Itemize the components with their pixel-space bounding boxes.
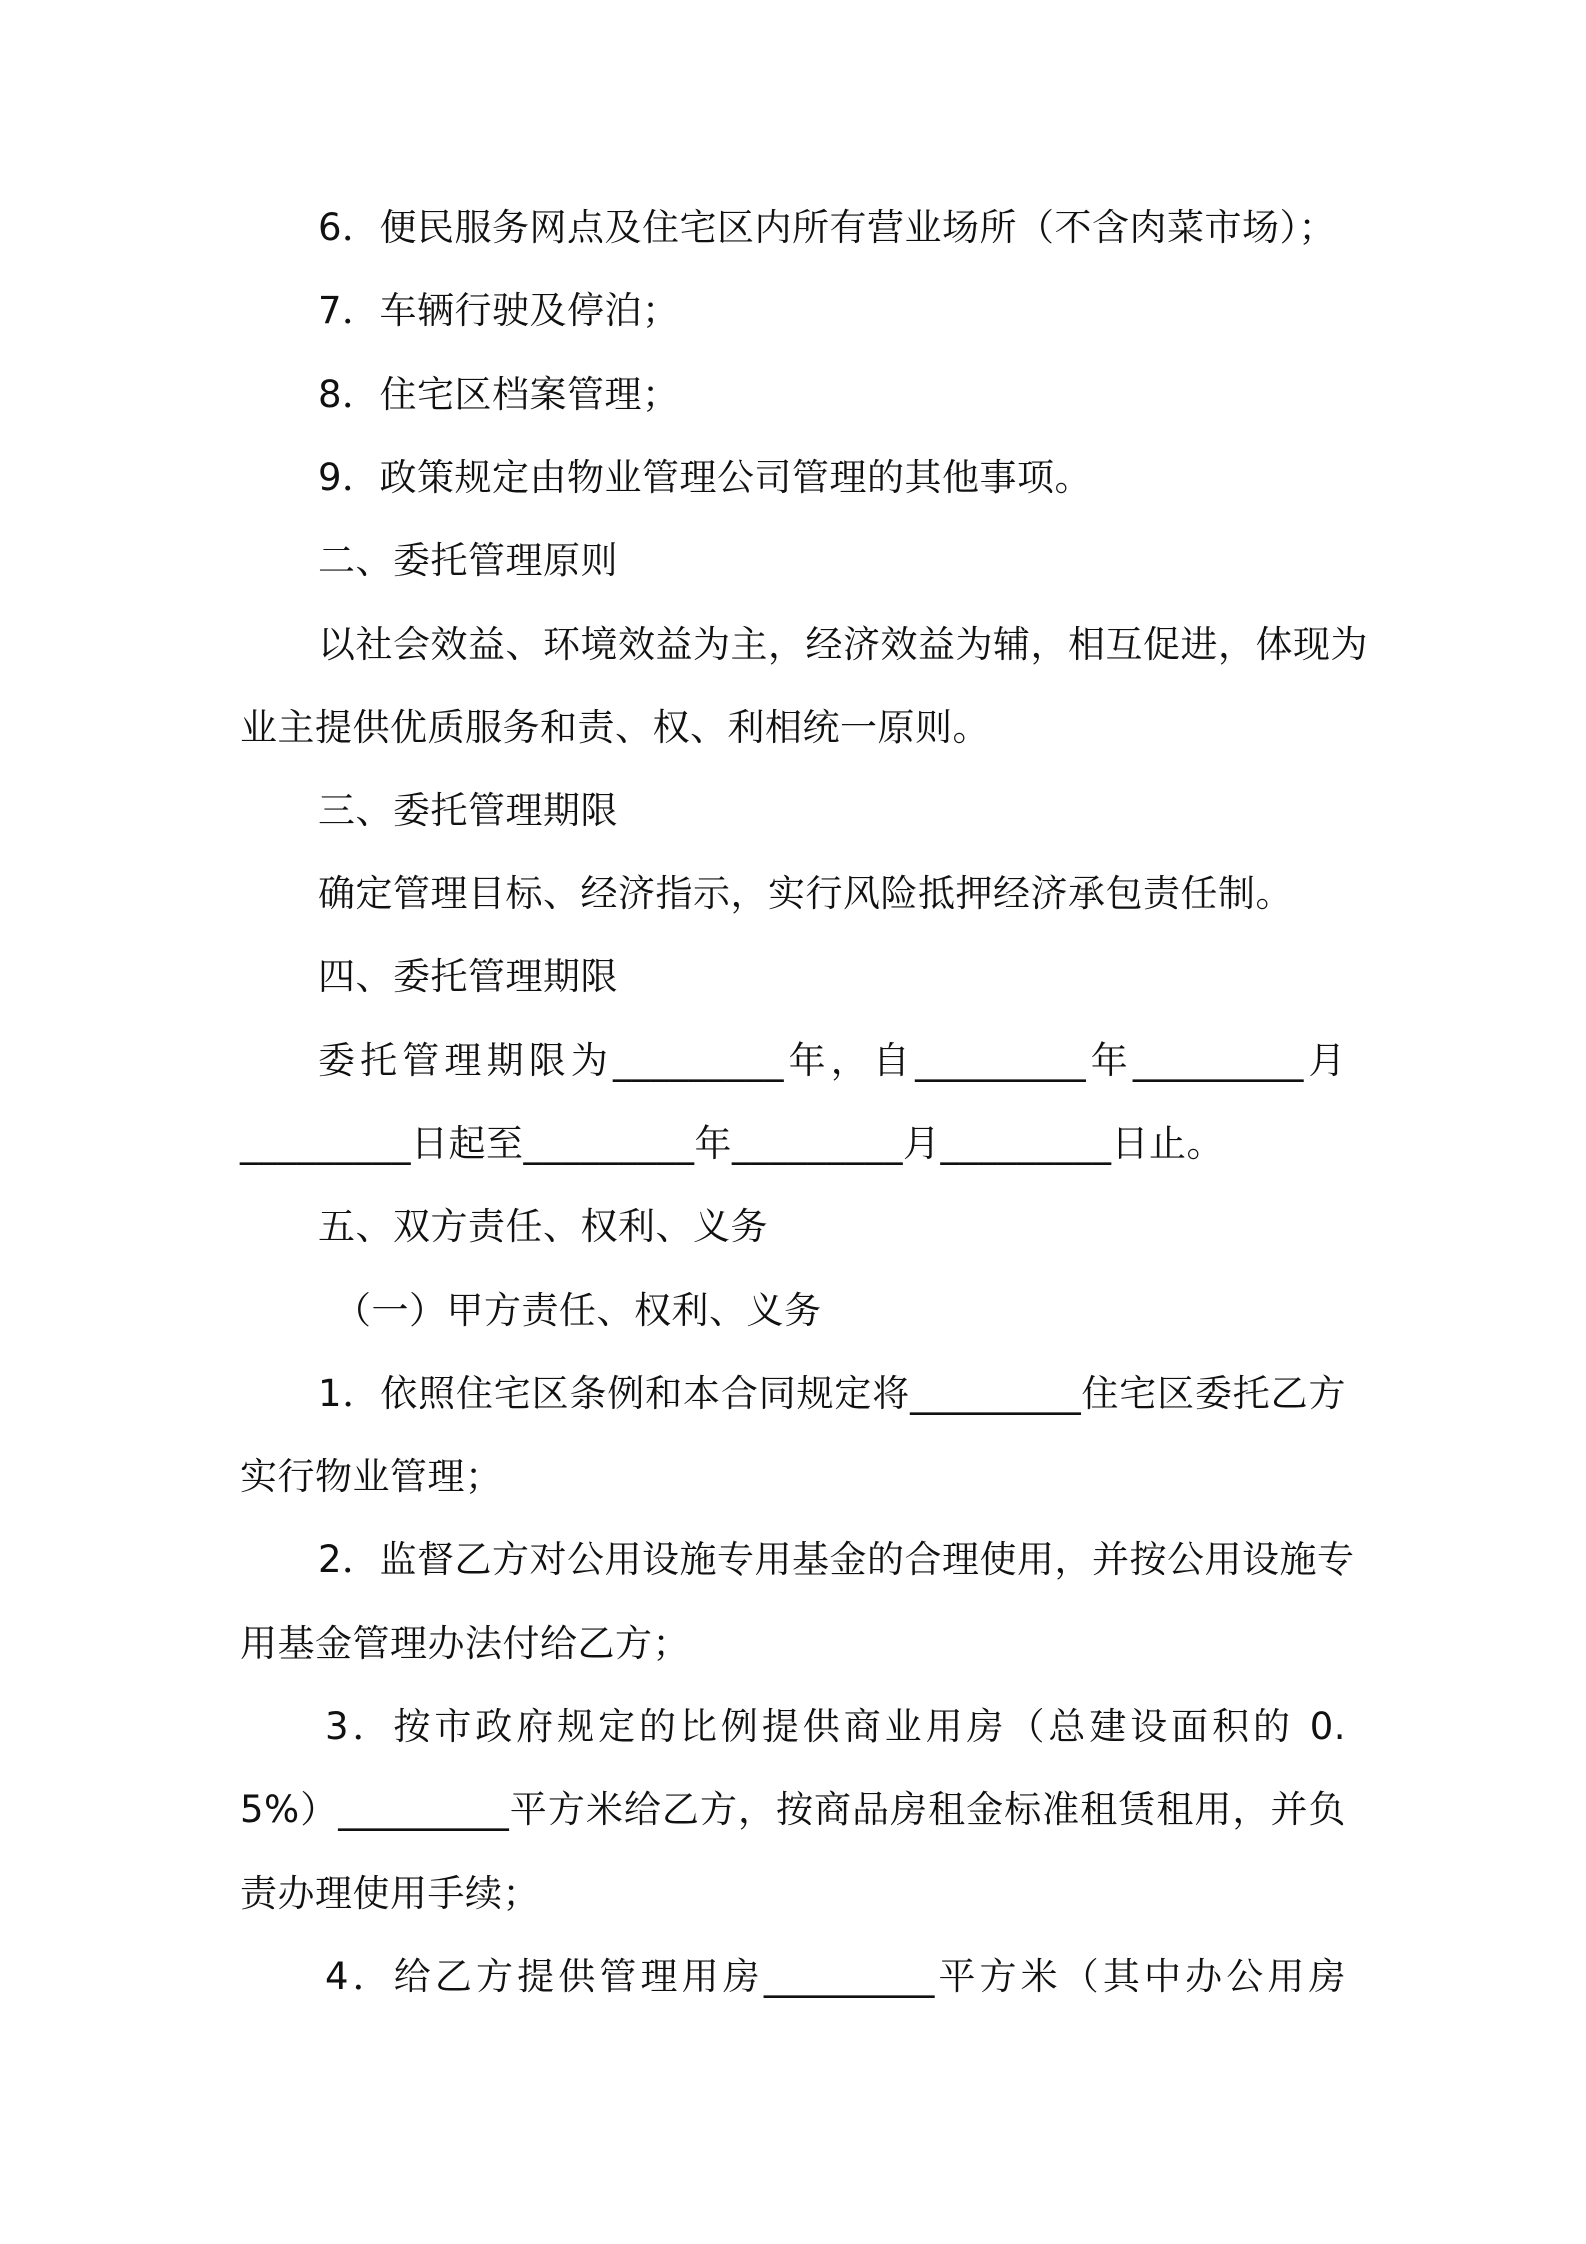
text-line: 确定管理目标、经济指示，实行风险抵押经济承包责任制。 bbox=[318, 872, 1293, 915]
text-line: 2．监督乙方对公用设施专用基金的合理使用，并按公用设施专 bbox=[318, 1538, 1355, 1581]
text-line: 业主提供优质服务和责、权、利相统一原则。 bbox=[240, 706, 990, 749]
text-line: 7．车辆行驶及停泊； bbox=[318, 289, 680, 332]
section-heading: 二、委托管理原则 bbox=[318, 539, 618, 582]
text-line: 责办理使用手续； bbox=[240, 1872, 540, 1915]
text-line: 用基金管理办法付给乙方； bbox=[240, 1622, 690, 1665]
text-line: _________日起至_________年_________月_________日止。 bbox=[240, 1122, 1224, 1165]
text-line: 3．按市政府规定的比例提供商业用房（总建设面积的 0. bbox=[325, 1705, 1346, 1748]
text-line: 5%）_________平方米给乙方，按商品房租金标准租赁租用，并负 bbox=[240, 1788, 1346, 1831]
section-heading: 四、委托管理期限 bbox=[318, 955, 618, 998]
text-line: 9．政策规定由物业管理公司管理的其他事项。 bbox=[318, 456, 1093, 499]
text-line: 以社会效益、环境效益为主，经济效益为辅，相互促进，体现为 bbox=[318, 623, 1368, 666]
section-heading: 三、委托管理期限 bbox=[318, 789, 618, 832]
subsection-heading: （一）甲方责任、权利、义务 bbox=[334, 1289, 822, 1332]
text-line: 8．住宅区档案管理； bbox=[318, 373, 680, 416]
text-line: 1．依照住宅区条例和本合同规定将_________住宅区委托乙方 bbox=[318, 1372, 1346, 1415]
text-line: 4．给乙方提供管理用房_________平方米（其中办公用房 bbox=[325, 1955, 1346, 1998]
section-heading: 五、双方责任、权利、义务 bbox=[318, 1205, 768, 1248]
text-line: 委托管理期限为_________年，自_________年_________月 bbox=[318, 1039, 1346, 1082]
text-line: 实行物业管理； bbox=[240, 1455, 503, 1498]
text-line: 6．便民服务网点及住宅区内所有营业场所（不含肉菜市场）； bbox=[318, 206, 1337, 249]
